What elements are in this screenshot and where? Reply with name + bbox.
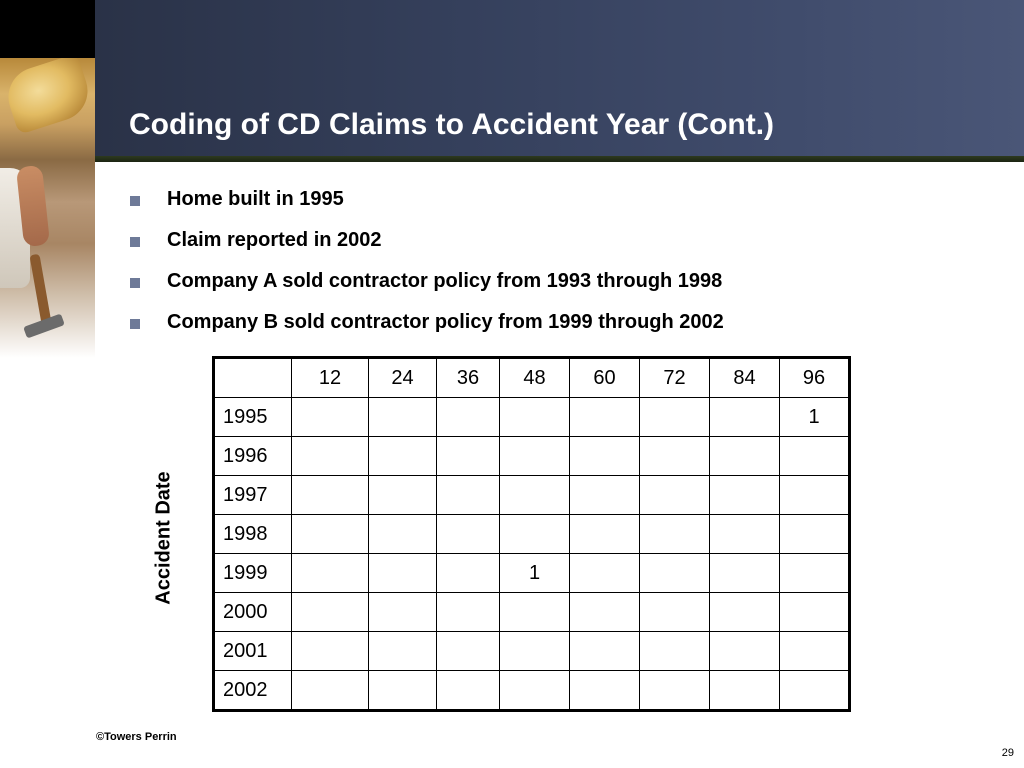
row-header: 1998 [214, 515, 292, 554]
square-bullet-icon [130, 237, 140, 247]
table-cell [292, 593, 369, 632]
table-cell [437, 671, 500, 711]
table-cell [292, 554, 369, 593]
table-cell [780, 671, 850, 711]
table-cell [640, 554, 710, 593]
square-bullet-icon [130, 196, 140, 206]
table-cell [437, 593, 500, 632]
row-header: 2000 [214, 593, 292, 632]
table-row [214, 554, 850, 593]
copyright-footer: ©Towers Perrin [96, 731, 177, 743]
table-cell [710, 515, 780, 554]
table-cell [369, 593, 437, 632]
table-cell [710, 593, 780, 632]
corner-block [0, 0, 95, 58]
table-cell [570, 437, 640, 476]
page-number: 29 [1001, 747, 1014, 759]
row-header: 2002 [214, 671, 292, 711]
bullet-text: Claim reported in 2002 [167, 229, 382, 251]
table-row [214, 593, 850, 632]
table-cell [570, 554, 640, 593]
blueprint-scroll-image [1, 58, 95, 135]
table-cell [710, 437, 780, 476]
bullet-list [130, 188, 724, 352]
table-cell [780, 554, 850, 593]
table-cell [500, 515, 570, 554]
table-cell [710, 671, 780, 711]
table-cell [369, 398, 437, 437]
table-cell [292, 476, 369, 515]
table-cell [640, 437, 710, 476]
table-cell [500, 437, 570, 476]
table-cell: 1 [500, 554, 570, 593]
table-cell [570, 476, 640, 515]
column-header: 24 [369, 358, 437, 398]
table-cell [780, 632, 850, 671]
table-cell [369, 554, 437, 593]
table-cell [437, 515, 500, 554]
bullet-item [130, 188, 724, 229]
table-cell [640, 515, 710, 554]
bullet-text: Company A sold contractor policy from 1993 through 1998 [167, 270, 723, 292]
header-photo [0, 58, 95, 358]
square-bullet-icon [130, 278, 140, 288]
row-header: 1999 [214, 554, 292, 593]
table-cell [710, 554, 780, 593]
table-cell [500, 398, 570, 437]
table-header-row [214, 358, 850, 398]
table-cell [780, 437, 850, 476]
table-cell [369, 671, 437, 711]
bullet-text: Company B sold contractor policy from 1999 through 2002 [167, 311, 724, 333]
bullet-item [130, 311, 724, 352]
table-cell [710, 398, 780, 437]
table-cell [570, 398, 640, 437]
title-divider [95, 156, 1024, 162]
column-header: 84 [710, 358, 780, 398]
table-cell [640, 671, 710, 711]
column-header: 96 [780, 358, 850, 398]
table-cell: 1 [780, 398, 850, 437]
table-cell [369, 476, 437, 515]
table-cell [640, 593, 710, 632]
table-cell [710, 476, 780, 515]
table-cell [369, 632, 437, 671]
table-cell [780, 515, 850, 554]
column-header: 12 [292, 358, 369, 398]
column-header: 72 [640, 358, 710, 398]
table-cell [570, 515, 640, 554]
table-cell [437, 437, 500, 476]
table-cell [500, 671, 570, 711]
table-cell [292, 437, 369, 476]
row-header: 1996 [214, 437, 292, 476]
table-cell [570, 593, 640, 632]
row-header: 1997 [214, 476, 292, 515]
table-cell [640, 398, 710, 437]
slide-title: Coding of CD Claims to Accident Year (Cont.) [129, 108, 775, 141]
table-row [214, 437, 850, 476]
column-header: 60 [570, 358, 640, 398]
table-cell [292, 632, 369, 671]
table-cell [570, 632, 640, 671]
table-cell [500, 476, 570, 515]
table-cell [437, 398, 500, 437]
table-cell [437, 476, 500, 515]
column-header: 36 [437, 358, 500, 398]
table-cell [292, 671, 369, 711]
row-header: 2001 [214, 632, 292, 671]
accident-date-axis-label: Accident Date [152, 471, 175, 605]
table-corner-cell [214, 358, 292, 398]
table-cell [500, 593, 570, 632]
bullet-text: Home built in 1995 [167, 188, 344, 210]
square-bullet-icon [130, 319, 140, 329]
table-cell [640, 632, 710, 671]
row-header: 1995 [214, 398, 292, 437]
bullet-item [130, 270, 724, 311]
claims-triangle-table [212, 356, 851, 712]
table-row [214, 632, 850, 671]
table-row [214, 515, 850, 554]
column-header: 48 [500, 358, 570, 398]
table-cell [640, 476, 710, 515]
table-cell [780, 476, 850, 515]
table-cell [437, 554, 500, 593]
table-cell [369, 437, 437, 476]
table-cell [437, 632, 500, 671]
table-cell [500, 632, 570, 671]
table-row [214, 398, 850, 437]
table-cell [292, 515, 369, 554]
table-cell [292, 398, 369, 437]
bullet-item [130, 229, 724, 270]
table-cell [780, 593, 850, 632]
table-row [214, 476, 850, 515]
table-cell [570, 671, 640, 711]
table-cell [710, 632, 780, 671]
table-cell [369, 515, 437, 554]
table-row [214, 671, 850, 711]
